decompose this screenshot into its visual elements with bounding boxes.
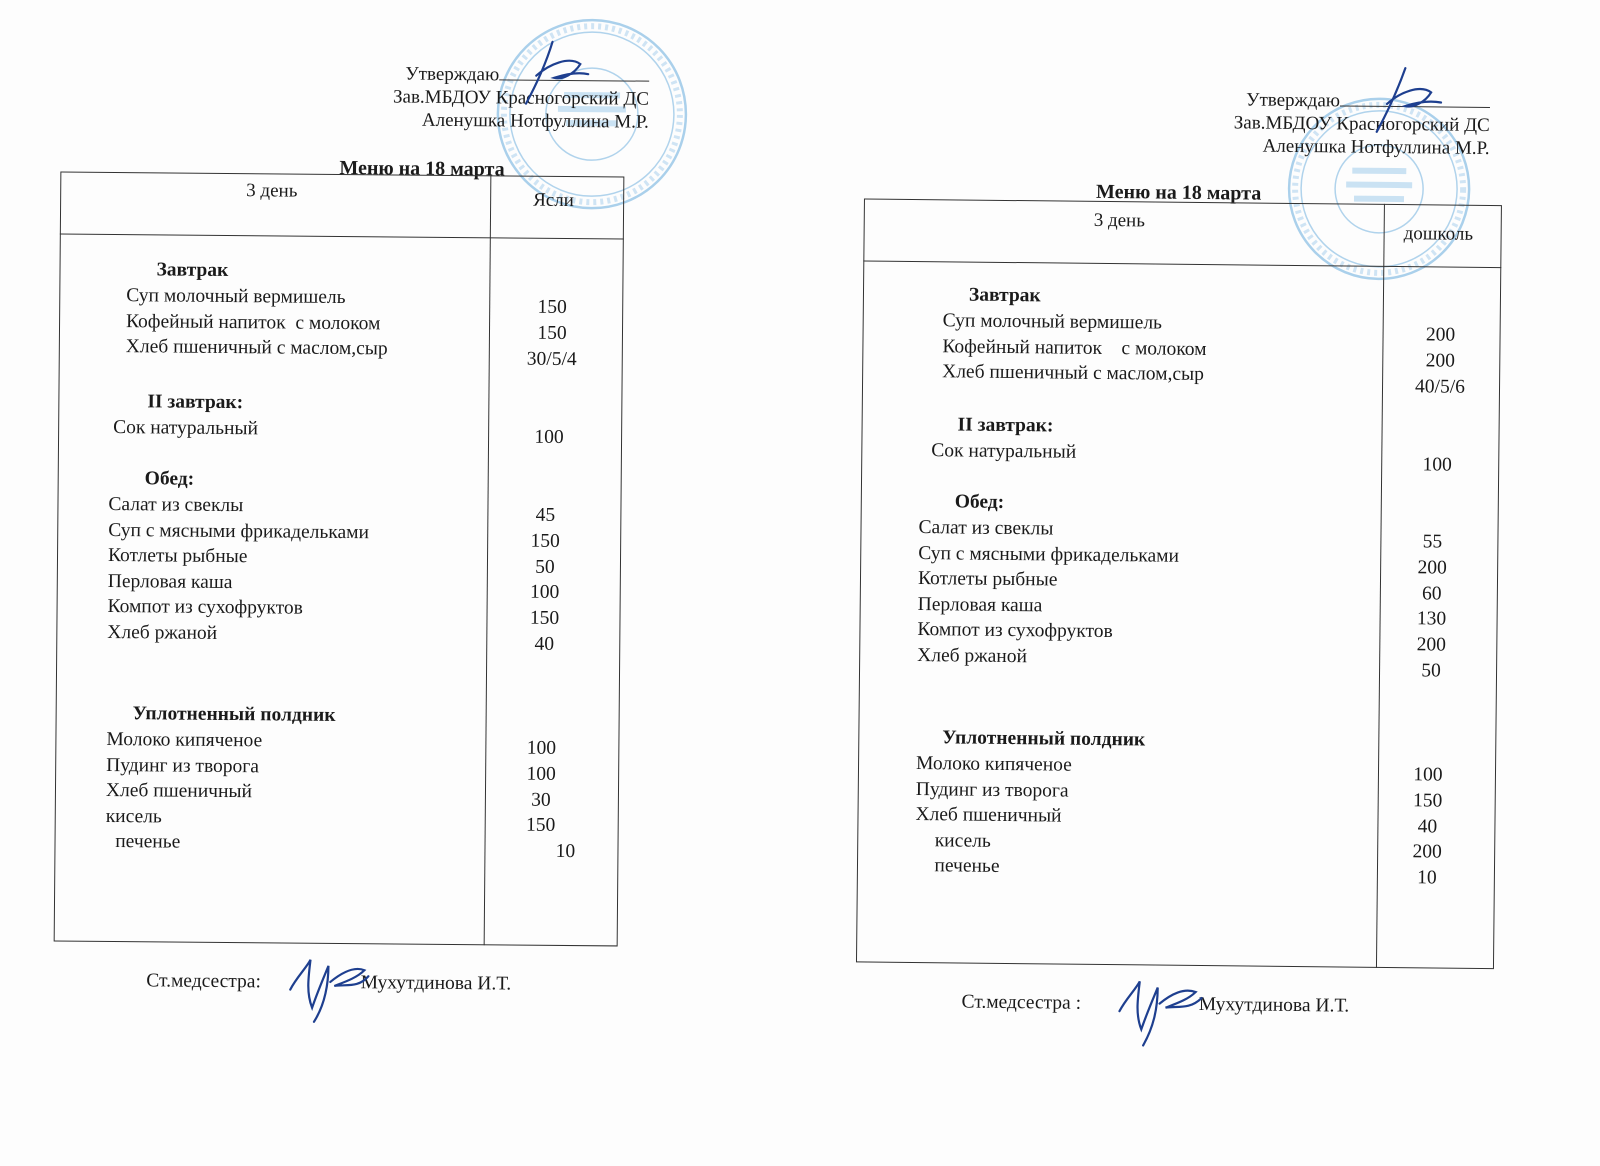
- lunch-heading: Обед:: [144, 468, 195, 490]
- menu-item: Салат из свеклы: [918, 517, 1054, 540]
- portion-value: 100: [530, 582, 560, 604]
- menu-item: Компот из сухофруктов: [917, 619, 1113, 643]
- menu-item: Молоко кипяченое: [106, 728, 263, 752]
- portion-value: 55: [1422, 531, 1443, 553]
- portion-value: 200: [1417, 557, 1447, 579]
- nurse-label: Ст.медсестра:: [146, 970, 262, 993]
- nurse-signature: [284, 948, 375, 1029]
- menu-item: Суп молочный вермишель: [942, 310, 1163, 334]
- afternoon-snack-section: [915, 724, 1146, 881]
- menu-item: Кофейный напиток с молоком: [125, 310, 381, 334]
- menu-item: Перловая каша: [917, 593, 1043, 616]
- portion-value: 10: [555, 841, 576, 863]
- afternoon-snack-values: [1377, 762, 1478, 892]
- nurse-name: Мухутдинова И.Т.: [1198, 994, 1350, 1017]
- portion-value: 130: [1416, 608, 1447, 630]
- menu-item: Пудинг из творога: [106, 754, 260, 777]
- portion-value: 100: [526, 737, 557, 759]
- director-signature: [514, 34, 595, 110]
- nurse-label: Ст.медсестра :: [961, 991, 1082, 1014]
- menu-item: Хлеб ржаной: [107, 621, 218, 644]
- breakfast-heading: Завтрак: [968, 284, 1041, 307]
- portion-value: 100: [1422, 454, 1452, 476]
- portion-value: 40: [534, 633, 555, 655]
- portion-value: 200: [1425, 350, 1456, 372]
- afternoon-snack-heading: Уплотненный полдник: [942, 727, 1146, 751]
- menu-item: Перловая каша: [107, 570, 233, 593]
- approval-block: [304, 60, 650, 134]
- breakfast-values: [507, 294, 598, 372]
- menu-sheet-nursery: [0, 0, 800, 1162]
- director-signature: [1365, 62, 1446, 138]
- portion-value: 45: [535, 504, 556, 526]
- second-breakfast-section: [931, 411, 1076, 465]
- portion-value: 100: [526, 763, 556, 785]
- menu-item: Сок натуральный: [931, 440, 1077, 463]
- approve-label: Утверждаю: [405, 63, 500, 86]
- portion-value: 60: [1422, 582, 1442, 605]
- portion-value: 40: [1417, 815, 1438, 838]
- lunch-section: [917, 488, 1180, 671]
- approve-label: Утверждаю: [1245, 89, 1341, 112]
- menu-item: кисель: [105, 805, 162, 827]
- portion-value: 50: [1421, 660, 1441, 682]
- menu-item: Суп молочный вермишель: [126, 285, 346, 309]
- menu-item: Хлеб ржаной: [917, 644, 1028, 667]
- portion-value: 40/5/6: [1415, 375, 1466, 398]
- portion-value: 200: [1425, 324, 1456, 346]
- portion-value: 30: [531, 789, 551, 811]
- menu-item: Суп с мясными фрикадельками: [108, 519, 370, 543]
- approve-name: Аленушка Нотфуллина М.Р.: [421, 109, 649, 133]
- day-label: 3 день: [246, 180, 298, 202]
- second-breakfast-heading: II завтрак:: [957, 414, 1054, 437]
- portion-value: 100: [1413, 764, 1443, 786]
- second-breakfast-values: [1387, 452, 1487, 479]
- age-group-label: дошколь: [1403, 223, 1474, 245]
- second-breakfast-heading: II завтрак:: [147, 391, 244, 414]
- menu-item: Сок натуральный: [113, 417, 259, 440]
- breakfast-heading: Завтрак: [156, 259, 229, 282]
- portion-value: 150: [537, 322, 567, 344]
- second-breakfast-section: [113, 388, 258, 442]
- approve-position: Зав.МБДОУ Красногорский ДС: [1233, 112, 1490, 137]
- portion-value: 150: [537, 296, 567, 318]
- lunch-section: [107, 465, 369, 647]
- portion-value: 10: [1417, 867, 1437, 889]
- age-group-label: Ясли: [533, 189, 575, 212]
- menu-item: Хлеб пшеничный с маслом,сыр: [942, 361, 1205, 386]
- portion-value: 200: [1416, 634, 1447, 656]
- menu-item: печенье: [914, 855, 1000, 877]
- portion-value: 30/5/4: [526, 348, 577, 370]
- portion-value: 150: [529, 607, 560, 630]
- menu-item: Пудинг из творога: [915, 778, 1069, 802]
- menu-item: Хлеб пшеничный: [105, 779, 253, 803]
- nurse-name: Мухутдинова И.Т.: [360, 972, 512, 995]
- afternoon-snack-section: [105, 700, 335, 856]
- menu-item: Суп с мясными фрикадельками: [918, 542, 1180, 567]
- portion-value: 150: [530, 530, 560, 552]
- portion-value: 100: [534, 426, 564, 448]
- menu-item: Хлеб пшеничный: [915, 804, 1062, 827]
- breakfast-values: [1390, 322, 1491, 400]
- menu-item: Котлеты рыбные: [107, 544, 248, 568]
- afternoon-snack-heading: Уплотненный полдник: [132, 703, 336, 726]
- menu-item: Молоко кипяченое: [915, 753, 1072, 776]
- breakfast-section: [942, 281, 1207, 387]
- afternoon-snack-values: [495, 735, 586, 865]
- menu-item: Салат из свеклы: [108, 493, 244, 517]
- lunch-values: [499, 502, 590, 658]
- menu-item: Хлеб пшеничный с маслом,сыр: [125, 336, 388, 360]
- approve-name: Аленушка Нотфуллина М.Р.: [1262, 135, 1490, 160]
- lunch-values: [1381, 529, 1483, 685]
- day-label: 3 день: [1093, 209, 1146, 232]
- approve-position: Зав.МБДОУ Красногорский ДС: [392, 86, 650, 110]
- breakfast-section: [126, 256, 389, 362]
- portion-value: 150: [525, 815, 556, 837]
- menu-title: Меню на 18 марта: [1095, 180, 1262, 205]
- menu-item: Компот из сухофруктов: [107, 595, 303, 619]
- menu-sheet-preschool: [794, 0, 1600, 1166]
- menu-item: кисель: [915, 829, 991, 852]
- second-breakfast-values: [504, 424, 594, 451]
- menu-title: Меню на 18 марта: [339, 156, 505, 181]
- portion-value: 150: [1412, 790, 1443, 812]
- lunch-heading: Обед:: [954, 491, 1005, 513]
- menu-item: печенье: [105, 830, 181, 853]
- portion-value: 50: [535, 556, 555, 578]
- portion-value: 200: [1412, 841, 1442, 863]
- menu-item: Кофейный напиток с молоком: [942, 335, 1207, 360]
- nurse-signature: [1113, 969, 1209, 1052]
- menu-item: Котлеты рыбные: [917, 568, 1058, 591]
